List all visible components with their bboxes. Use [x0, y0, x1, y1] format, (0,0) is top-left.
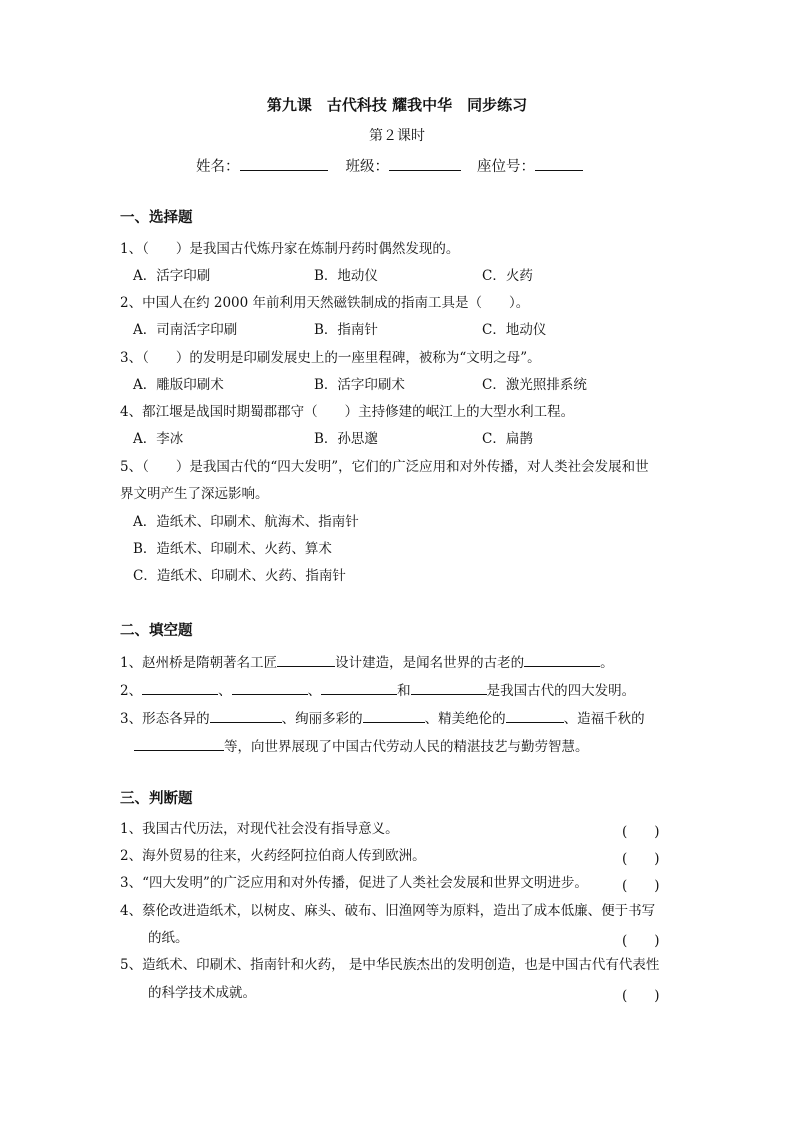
judge-q5-line2: 的科学技术成就。 [148, 985, 256, 1001]
judge-q3-answer-paren: ( ) [622, 878, 660, 894]
judge-q1: 1、我国古代历法，对现代社会没有指导意义。 [120, 821, 399, 837]
choice-q2-stem: 2、中国人在约 2000 年前利用天然磁铁制成的指南工具是（ ）。 [120, 295, 530, 311]
choice-q3-option-c: C．激光照排系统 [482, 377, 587, 393]
name-label: 姓名： [196, 159, 240, 175]
fill-q2-sep3: 和 [397, 683, 411, 699]
fill-q3-text2: 、绚丽多彩的 [281, 711, 363, 727]
fill-q3-text4: 、造福千秋的 [563, 711, 645, 727]
fill-q1-blank1 [277, 652, 335, 667]
fill-q3-text5: 等，向世界展现了中国古代劳动人民的精湛技艺与勤劳智慧。 [224, 739, 589, 755]
choice-q2-option-c: C．地动仪 [482, 322, 547, 338]
class-blank [389, 156, 461, 171]
choice-q1-option-c: C．火药 [482, 268, 533, 284]
choice-q3-option-a: A．雕版印刷术 [133, 377, 224, 393]
judge-q3: 3、“四大发明”的广泛应用和对外传播，促进了人类社会发展和世界文明进步。 [120, 875, 588, 891]
choice-q1-stem: 1、（ ）是我国古代炼丹家在炼制丹药时偶然发现的。 [120, 241, 460, 257]
fill-q3-blank2 [363, 708, 425, 723]
judge-q5-line1: 5、造纸术、印刷术、指南针和火药， 是中华民族杰出的发明创造，也是中国古代有代表性 [120, 957, 660, 973]
fill-q2-sep2: 、 [307, 683, 322, 699]
seat-label: 座位号： [477, 159, 535, 175]
judge-q4-answer-paren: ( ) [622, 933, 660, 949]
fill-q3-line2 [134, 736, 589, 756]
fill-q3-text3: 、精美绝伦的 [424, 711, 506, 727]
choice-q4-option-a: A．李冰 [133, 431, 184, 447]
fill-q1-text3: 。 [600, 655, 614, 671]
choice-q1-option-b: B．地动仪 [314, 268, 378, 284]
fill-q2-blank4 [411, 680, 487, 695]
fill-q3-blank3 [506, 708, 564, 723]
choice-q4-stem: 4、都江堰是战国时期蜀郡郡守（ ）主持修建的岷江上的大型水利工程。 [120, 404, 575, 420]
page-subtitle: 第２课时 [369, 128, 425, 144]
section-heading-judge: 三、判断题 [120, 790, 193, 807]
fill-q3-blank1 [210, 708, 282, 723]
choice-q2-option-b: B．指南针 [314, 322, 378, 338]
choice-q5-option-b: B．造纸术、印刷术、火药、算术 [133, 541, 332, 557]
name-blank [240, 156, 328, 171]
fill-q3-blank4 [134, 736, 224, 751]
fill-q2-number: 2、 [120, 683, 143, 699]
class-label: 班级： [345, 159, 389, 175]
judge-q2: 2、海外贸易的往来，火药经阿拉伯商人传到欧洲。 [120, 848, 426, 864]
fill-q3-text1: 3、形态各异的 [120, 711, 210, 727]
fill-q2 [120, 680, 635, 700]
fill-q3-line1 [120, 708, 645, 728]
choice-q3-stem: 3、（ ）的发明是印刷发展史上的一座里程碑，被称为“文明之母”。 [120, 350, 541, 366]
choice-q4-option-c: C．扁鹊 [482, 431, 533, 447]
judge-q2-answer-paren: ( ) [622, 851, 660, 867]
choice-q3-option-b: B．活字印刷术 [314, 377, 405, 393]
fill-q2-blank2 [232, 680, 308, 695]
fill-q2-blank1 [142, 680, 218, 695]
choice-q5-option-a: A．造纸术、印刷术、航海术、指南针 [133, 514, 359, 530]
section-heading-choice: 一、选择题 [120, 209, 193, 226]
fill-q1 [120, 652, 614, 672]
choice-q5-stem-line2: 界文明产生了深远影响。 [120, 486, 269, 502]
page-title: 第九课 古代科技 耀我中华 同步练习 [266, 96, 528, 114]
judge-q5-answer-paren: ( ) [622, 988, 660, 1004]
choice-q1-option-a: A．活字印刷 [133, 268, 211, 284]
choice-q4-option-b: B．孙思邈 [314, 431, 378, 447]
seat-blank [535, 156, 583, 171]
judge-q4-line2: 的纸。 [148, 930, 189, 946]
judge-q4-line1: 4、蔡伦改进造纸术，以树皮、麻头、破布、旧渔网等为原料，造出了成本低廉、便于书写 [120, 903, 656, 919]
judge-q1-answer-paren: ( ) [622, 824, 660, 840]
choice-q5-option-c: C．造纸术、印刷术、火药、指南针 [133, 568, 346, 584]
fill-q2-text: 是我国古代的四大发明。 [486, 683, 636, 699]
fill-q1-text1: 1、赵州桥是隋朝著名工匠 [120, 655, 278, 671]
fill-q2-blank3 [321, 680, 397, 695]
choice-q2-option-a: A．司南活字印刷 [133, 322, 238, 338]
fill-q2-sep1: 、 [218, 683, 232, 699]
choice-q5-stem-line1: 5、（ ）是我国古代的“四大发明”，它们的广泛应用和对外传播，对人类社会发展和世 [120, 459, 649, 475]
fill-q1-blank2 [524, 652, 600, 667]
section-heading-fill: 二、填空题 [120, 622, 193, 639]
fill-q1-text2: 设计建造，是闻名世界的古老的 [335, 655, 525, 671]
student-info-line [196, 156, 583, 176]
